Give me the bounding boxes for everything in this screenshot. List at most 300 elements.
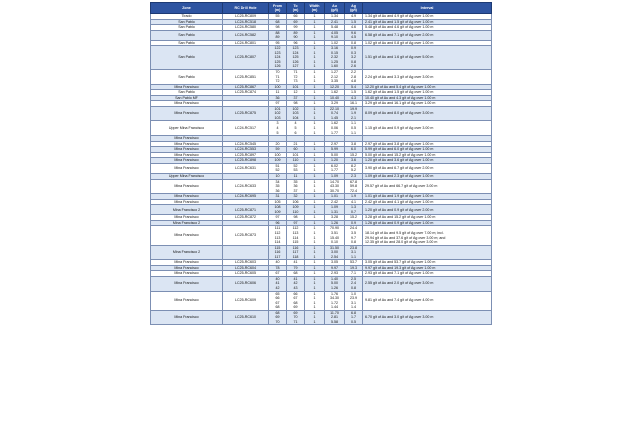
cell-drill-hole: LC25-RC867 (223, 84, 269, 90)
cell-to-value: 12 (293, 90, 298, 95)
cell-au-value: 1.02 (331, 40, 338, 45)
cell-width (305, 70, 325, 85)
cell-from-value: 34 (275, 179, 280, 184)
cell-ag-value: 2.8 (351, 74, 356, 79)
header-au-line: (g/t) (331, 8, 338, 12)
cell-ag-value: 7.1 (351, 271, 356, 276)
cell-au-value: 1.01 (331, 194, 338, 199)
cell-au-value: 1.60 (331, 64, 338, 69)
cell-width-value: 1 (313, 152, 316, 157)
cell-interval-text: 3.05 g/t of Au and 53.7 g/t of Ag over 1.00 m (365, 260, 436, 265)
cell-ag-value: 0.9 (351, 46, 356, 51)
cell-au-value: 0.74 (331, 111, 338, 116)
cell-au (325, 163, 345, 173)
cell-zone: San Pablo (151, 30, 223, 40)
cell-width-value: 1 (313, 276, 316, 281)
cell-width-value: 1 (313, 163, 316, 168)
drill-results-table (150, 2, 492, 325)
cell-width-value: 1 (313, 245, 316, 250)
header-au (325, 3, 345, 14)
cell-au-value: 5.00 (331, 152, 338, 157)
cell-zone: Mina Francisco (151, 199, 223, 205)
table-row (151, 121, 492, 136)
table-row (151, 70, 492, 85)
cell-width-value: 1 (313, 173, 316, 178)
cell-width-value: 1 (313, 310, 316, 315)
cell-width-value: 1 (313, 46, 316, 51)
cell-ag-value: 4.5 (351, 35, 356, 40)
cell-ag (345, 30, 363, 40)
cell-width-value: 1 (313, 70, 316, 75)
cell-interval-text: 3.29 g/t of Au and 16.1 g/t of Ag over 1.00 m (365, 101, 436, 106)
cell-to-value: 32 (293, 194, 298, 199)
cell-drill-hole: LC25-RC898 (223, 158, 269, 164)
cell-interval (363, 70, 492, 85)
cell-to-value: 4 (294, 121, 297, 126)
table-header (151, 3, 492, 14)
cell-width-value: 1 (313, 106, 316, 111)
cell-au (325, 46, 345, 70)
cell-width-value: 1 (313, 285, 316, 290)
cell-interval (363, 276, 492, 291)
cell-from-value: 51 (275, 163, 280, 168)
cell-ag-value: 8.2 (351, 163, 356, 168)
cell-au (325, 179, 345, 194)
cell-width-value: 1 (313, 188, 316, 193)
cell-drill-hole: LC24-RC695 (223, 194, 269, 200)
cell-au-value: 12.20 (330, 84, 339, 89)
cell-zone: Mina Francisco (151, 310, 223, 325)
cell-ag-value: 4.3 (351, 95, 356, 100)
cell-au-value: 5.00 (331, 281, 338, 286)
cell-width-value: 1 (313, 271, 316, 276)
cell-from-value: 59 (275, 147, 280, 152)
cell-width-value: 1 (313, 130, 316, 135)
cell-au-value: 14.70 (330, 179, 339, 184)
cell-interval (363, 205, 492, 215)
cell-width-value: 1 (313, 79, 316, 84)
cell-width-value: 1 (313, 184, 316, 189)
cell-width-value: 1 (313, 254, 316, 259)
cell-to-value: 114 (292, 235, 299, 240)
cell-zone: Mina Francisco (151, 147, 223, 153)
cell-width-value: 1 (313, 250, 316, 255)
cell-ag-value: 9.7 (351, 235, 356, 240)
cell-au-value: 70.90 (330, 226, 339, 231)
cell-from (269, 106, 287, 121)
cell-to-value: 98 (293, 215, 298, 220)
cell-from-value: 31 (275, 194, 280, 199)
cell-ag-value: 3.8 (351, 141, 356, 146)
cell-interval-text: 2.41 g/t of Au and 1.5 g/t of Ag over 1.00 m (365, 19, 434, 24)
cell-width-value (306, 136, 323, 141)
cell-ag-value: 3.1 (351, 300, 356, 305)
cell-to-value: 90 (293, 35, 298, 40)
cell-zone: Mina Francisco (151, 265, 223, 271)
cell-width (305, 291, 325, 310)
cell-from-value: 36 (275, 188, 280, 193)
cell-zone: San Pablo (151, 90, 223, 96)
cell-to-value: 113 (292, 230, 299, 235)
cell-to (287, 46, 305, 70)
cell-au-value: 1.62 (331, 121, 338, 126)
cell-to-value: 116 (292, 245, 299, 250)
cell-width-value: 1 (313, 319, 316, 324)
cell-interval (363, 245, 492, 260)
cell-zone: Mina Francisco (151, 276, 223, 291)
cell-width-value: 1 (313, 59, 316, 64)
cell-interval-text: 29.94 g/t of Au and 37.6 g/t of Ag over 3.00 m; and (365, 235, 446, 240)
cell-from-value: 102 (274, 111, 281, 116)
cell-from-value: 10 (275, 173, 280, 178)
cell-width (305, 121, 325, 136)
cell-au-value: 22.10 (330, 106, 339, 111)
cell-to-value: 60 (293, 147, 298, 152)
cell-ag-value: 2.3 (351, 173, 356, 178)
cell-from-value: 4 (276, 126, 279, 131)
cell-au-value: 1.76 (331, 291, 338, 296)
cell-au-value: 1.31 (331, 209, 338, 214)
cell-from-value: 111 (274, 226, 281, 231)
cell-width-value: 1 (313, 240, 316, 245)
cell-zone: Mina Francisco (151, 291, 223, 310)
cell-ag-value: 1.1 (351, 254, 356, 259)
cell-au-value: 2.42 (331, 199, 338, 204)
cell-drill-hole: LC25-RC605 (223, 271, 269, 277)
table-row (151, 245, 492, 260)
cell-au-value: 2.41 (331, 19, 338, 24)
cell-width-value: 1 (313, 30, 316, 35)
cell-to (287, 205, 305, 215)
cell-interval-text: 1.20 g/t of Au and 3.6 g/t of Ag over 1.00 m (365, 158, 434, 163)
cell-from-value: 116 (274, 250, 281, 255)
cell-width-value: 1 (313, 158, 316, 163)
cell-au-value: 1.20 (331, 158, 338, 163)
cell-ag (345, 310, 363, 325)
cell-ag-value: 1.4 (351, 305, 356, 310)
cell-from-value: 109 (274, 209, 281, 214)
cell-drill-hole: LC24-RC580 (223, 25, 269, 31)
cell-zone: Mina Francisco (151, 215, 223, 221)
cell-interval-text: 9.81 g/t of Au and 7.4 g/t of Ag over 4.00 m (365, 298, 434, 303)
cell-ag-value: 4.8 (351, 79, 356, 84)
cell-ag-value: 19.9 (350, 106, 357, 111)
cell-interval-text: 1.51 g/t of Au and 1.6 g/t of Ag over 5.00 m (365, 55, 434, 60)
cell-ag-value: 15.2 (350, 215, 357, 220)
cell-interval-text: 5.99 g/t of Au and 6.0 g/t of Ag over 1.00 m (365, 147, 434, 152)
cell-interval-text: 12.35 g/t of Au and 28.0 g/t of Ag over 3.00 m (365, 240, 438, 245)
cell-width-value: 1 (313, 141, 316, 146)
cell-drill-hole: LC24-RC582 (223, 30, 269, 40)
cell-au-value: 1.25 (331, 59, 338, 64)
cell-width-value: 1 (313, 101, 316, 106)
cell-from-value: 98 (275, 25, 280, 30)
cell-from (269, 310, 287, 325)
cell-drill-hole: LC25-RC874 (223, 90, 269, 96)
cell-from-value: 97 (275, 215, 280, 220)
cell-to-value: 98 (293, 101, 298, 106)
cell-from (269, 46, 287, 70)
cell-width (305, 46, 325, 70)
cell-au-value: 2.81 (331, 315, 338, 320)
cell-ag (345, 46, 363, 70)
header-from (269, 3, 287, 14)
cell-to (287, 163, 305, 173)
cell-zone: Mina Francisco (151, 141, 223, 147)
cell-from-value: 11 (275, 90, 280, 95)
cell-drill-hole: LC25-RC606 (223, 276, 269, 291)
cell-interval-text: 1.34 g/t of Au and 4.9 g/t of Ag over 1.00 m (365, 14, 434, 18)
cell-interval (363, 46, 492, 70)
cell-from-value: 68 (275, 310, 280, 315)
cell-ag-value: 3.5 (351, 230, 356, 235)
cell-to-value: 71 (293, 319, 298, 324)
cell-from (269, 226, 287, 245)
cell-interval-text: 1.20 g/t of Au and 0.9 g/t of Ag over 2.00 m (365, 207, 434, 212)
cell-width-value: 1 (313, 265, 316, 270)
cell-au-value: 1.44 (331, 305, 338, 310)
cell-to-value: 37 (293, 95, 298, 100)
cell-ag-value: 1.5 (351, 19, 356, 24)
cell-from (269, 291, 287, 310)
cell-drill-hole: LC25-RC809 (223, 14, 269, 20)
cell-width (305, 205, 325, 215)
cell-from-value: 70 (275, 319, 280, 324)
cell-interval-text: 6.58 g/t of Au and 7.1 g/t of Ag over 2.00 m (365, 32, 434, 37)
cell-width-value: 1 (313, 235, 316, 240)
cell-from-value: 71 (275, 74, 280, 79)
cell-au-value: 1.26 (331, 220, 338, 225)
cell-to-value: 41 (293, 276, 298, 281)
cell-ag-value: 4.9 (351, 14, 356, 18)
cell-width-value: 1 (313, 168, 316, 173)
cell-to-value: 126 (292, 59, 299, 64)
cell-to-value: 73 (293, 79, 298, 84)
cell-interval-text: 1.02 g/t of Au and 0.8 g/t of Ag over 1.00 m (365, 40, 434, 45)
cell-to-value: 125 (292, 55, 299, 60)
cell-ag-value: 1.3 (351, 205, 356, 210)
cell-to (287, 226, 305, 245)
table-row (151, 291, 492, 310)
cell-interval (363, 226, 492, 245)
cell-ag (345, 179, 363, 194)
table-row (151, 46, 492, 70)
cell-width-value: 1 (313, 215, 316, 220)
cell-drill-hole: LC25-RC897 (223, 152, 269, 158)
cell-ag-value: 19.3 (350, 265, 357, 270)
cell-width-value: 1 (313, 74, 316, 79)
cell-ag-value: 4.6 (351, 25, 356, 30)
cell-zone: San Pablo (151, 70, 223, 85)
cell-to-value: 96 (293, 40, 298, 45)
cell-au (325, 106, 345, 121)
cell-zone: Mina Francisco (151, 136, 223, 142)
cell-width-value: 1 (313, 64, 316, 69)
cell-au-value (326, 136, 343, 141)
cell-zone: Upper Mina Francisco (151, 121, 223, 136)
header-drill-hole-line: RC Drill Hole (234, 6, 257, 10)
cell-from-value: 67 (275, 271, 280, 276)
table-row (151, 179, 492, 194)
cell-to-value: 70 (293, 315, 298, 320)
table-row (151, 30, 492, 40)
header-from-line: From (273, 4, 282, 8)
cell-from-value: 3 (276, 121, 279, 126)
cell-interval-text: 1.62 g/t of Au and 1.5 g/t of Ag over 1.00 m (365, 90, 434, 95)
header-from-line: (m) (274, 8, 281, 12)
cell-zone: Upper Mina Francisco (151, 173, 223, 179)
cell-width (305, 310, 325, 325)
cell-zone: Mina Francisco 2 (151, 220, 223, 226)
cell-from-value: 115 (274, 245, 281, 250)
cell-drill-hole: LC25-RC604 (223, 265, 269, 271)
cell-au (325, 310, 345, 325)
cell-interval (363, 179, 492, 194)
cell-au-value: 3.29 (331, 101, 338, 106)
cell-to-value: 99 (293, 25, 298, 30)
cell-interval-text: 1.15 g/t of Au and 0.9 g/t of Ag over 3.00 m (365, 126, 434, 131)
cell-to (287, 179, 305, 194)
cell-au-value: 1.72 (331, 300, 338, 305)
cell-to-value: 43 (293, 285, 298, 290)
cell-width-value: 1 (313, 260, 316, 265)
cell-ag-value: 0.5 (351, 319, 356, 324)
cell-interval-text (365, 136, 490, 141)
table-row (151, 106, 492, 121)
cell-to-value (288, 136, 303, 141)
cell-interval-text: 8.09 g/t of Au and 8.0 g/t of Ag over 3.00 m (365, 111, 434, 116)
cell-au-value: 3.51 (331, 230, 338, 235)
cell-from-value: 124 (274, 55, 281, 60)
cell-interval-text: 1.26 g/t of Au and 0.9 g/t of Ag over 1.00 m (365, 220, 434, 225)
cell-width-value: 1 (313, 291, 316, 296)
cell-ag-value: 15.2 (350, 152, 357, 157)
cell-width-value: 1 (313, 25, 316, 30)
cell-ag-value (346, 136, 361, 141)
cell-interval-text: 2.24 g/t of Au and 3.3 g/t of Ag over 3.00 m (365, 74, 434, 79)
cell-width-value: 1 (313, 194, 316, 199)
cell-ag-value: 53.7 (350, 260, 357, 265)
cell-from-value: 35 (275, 184, 280, 189)
cell-to (287, 70, 305, 85)
cell-drill-hole: LC25-RC873 (223, 226, 269, 245)
cell-au-value: 9.97 (331, 265, 338, 270)
cell-ag-value: 5.4 (351, 84, 356, 89)
cell-to (287, 106, 305, 121)
cell-au-value: 5.48 (331, 25, 338, 30)
cell-to-value: 115 (292, 240, 299, 245)
cell-to-value: 101 (292, 152, 299, 157)
cell-zone: San Pablo (151, 25, 223, 31)
cell-to-value: 124 (292, 50, 299, 55)
cell-width-value: 1 (313, 121, 316, 126)
cell-au-value: 15.40 (330, 235, 339, 240)
cell-to-value: 123 (292, 46, 299, 51)
cell-au-value: 1.77 (331, 130, 338, 135)
cell-au-value: 3.35 (331, 79, 338, 84)
cell-to-value: 66 (293, 14, 298, 18)
cell-au-value: 0.10 (331, 240, 338, 245)
cell-drill-hole: LC25-RC603 (223, 260, 269, 266)
cell-from-value: 100 (274, 152, 281, 157)
cell-width-value: 1 (313, 305, 316, 310)
cell-to-value: 101 (292, 84, 299, 89)
cell-ag-value: 1.7 (351, 315, 356, 320)
cell-interval-text: 10.40 g/t of Au and 4.3 g/t of Ag over 1.00 m (365, 95, 436, 100)
cell-interval-text: 12.20 g/t of Au and 5.4 g/t of Ag over 1.00 m (365, 84, 436, 89)
cell-interval-text: 2.55 g/t of Au and 2.0 g/t of Ag over 3.00 m (365, 281, 434, 286)
cell-width-value: 1 (313, 315, 316, 320)
cell-from-value: 5 (276, 130, 279, 135)
cell-au (325, 245, 345, 260)
cell-from-value: 95 (275, 40, 280, 45)
cell-from-value: 117 (274, 254, 281, 259)
cell-from-value: 108 (274, 205, 281, 210)
cell-to-value: 104 (292, 115, 299, 120)
cell-to-value: 71 (293, 70, 298, 75)
cell-ag-value: 0.7 (351, 209, 356, 214)
cell-au-value: 1.77 (331, 168, 338, 173)
cell-zone: San Pablo (151, 40, 223, 46)
header-row (151, 3, 492, 14)
cell-au-value: 1.45 (331, 115, 338, 120)
cell-to-value: 103 (292, 111, 299, 116)
cell-width-value: 1 (313, 111, 316, 116)
cell-zone: Mina Francisco (151, 106, 223, 121)
cell-from-value: 40 (275, 276, 280, 281)
cell-to-value: 42 (293, 281, 298, 286)
header-interval-line: Interval (420, 6, 434, 10)
cell-from (269, 179, 287, 194)
table-body (151, 14, 492, 325)
cell-au-value: 6.02 (331, 163, 338, 168)
cell-interval-text: 18.14 g/t of Au and 9.5 g/t of Ag over 7.00 m; incl. (365, 230, 444, 235)
cell-width-value: 1 (313, 281, 316, 286)
cell-width-value: 1 (313, 220, 316, 225)
cell-to-value: 36 (293, 184, 298, 189)
cell-to-value: 102 (292, 106, 299, 111)
cell-drill-hole: LC24-RC553 (223, 147, 269, 153)
cell-to-value: 11 (293, 173, 298, 178)
cell-ag-value: 0.8 (351, 59, 356, 64)
cell-drill-hole: LC25-RC609 (223, 291, 269, 310)
cell-ag-value: 2.1 (351, 115, 356, 120)
cell-interval-text: 5.48 g/t of Au and 4.6 g/t of Ag over 1.00 m (365, 25, 434, 30)
cell-ag (345, 121, 363, 136)
cell-from-value: 20 (275, 141, 280, 146)
cell-width-value: 1 (313, 115, 316, 120)
table-row (151, 163, 492, 173)
cell-au (325, 291, 345, 310)
cell-ag-value: 23.8 (350, 245, 357, 250)
cell-from-value: 101 (274, 106, 281, 111)
cell-ag (345, 276, 363, 291)
cell-from (269, 245, 287, 260)
header-ag-line: (g/t) (350, 8, 357, 12)
cell-width-value: 1 (313, 230, 316, 235)
table-row (151, 226, 492, 245)
cell-from-value: 36 (275, 95, 280, 100)
cell-to-value: 52 (293, 163, 298, 168)
header-to (287, 3, 305, 14)
cell-ag (345, 70, 363, 85)
cell-drill-hole: LC25-RC610 (223, 310, 269, 325)
cell-to-value: 112 (292, 226, 299, 231)
cell-interval-text: 6.70 g/t of Au and 3.0 g/t of Ag over 3.00 m (365, 315, 434, 320)
cell-from-value: 109 (274, 158, 281, 163)
cell-ag-value: 1.5 (351, 90, 356, 95)
cell-drill-hole: LC24-RC631 (223, 163, 269, 173)
